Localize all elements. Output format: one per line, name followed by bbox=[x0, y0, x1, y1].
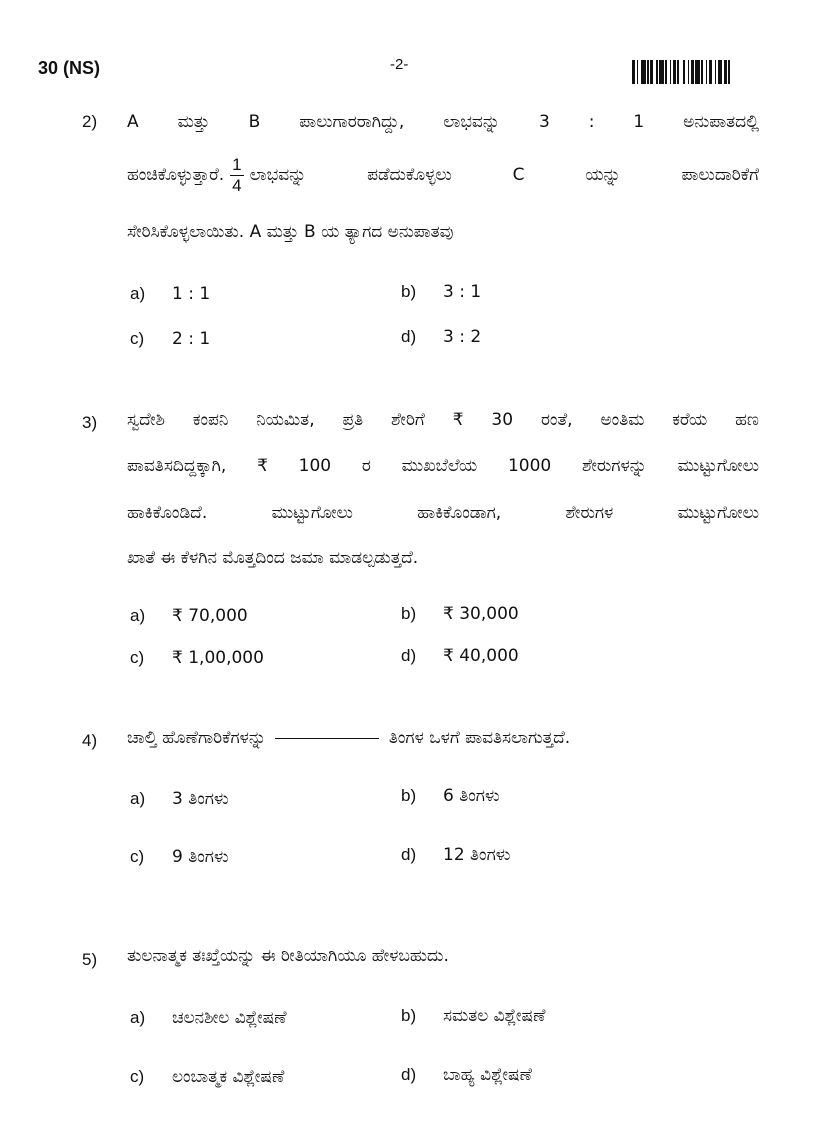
option-d[interactable] bbox=[401, 1065, 532, 1085]
option-label: a) bbox=[130, 284, 146, 303]
option-text: 6 ತಿಂಗಳು bbox=[443, 786, 500, 806]
option-label: d) bbox=[401, 845, 417, 864]
question-line-with-blank bbox=[127, 728, 759, 748]
option-label: a) bbox=[130, 606, 146, 625]
option-b[interactable] bbox=[401, 282, 481, 302]
option-text: 9 ತಿಂಗಳು bbox=[172, 847, 229, 867]
option-label: d) bbox=[401, 646, 417, 665]
option-b[interactable] bbox=[401, 786, 500, 806]
option-text: ಬಾಹ್ಯ ವಿಶ್ಲೇಷಣೆ bbox=[443, 1065, 532, 1085]
option-label: a) bbox=[130, 1008, 146, 1027]
option-text: 3 ತಿಂಗಳು bbox=[172, 789, 229, 809]
question-number: 2) bbox=[82, 112, 98, 131]
option-text: 3 : 2 bbox=[443, 327, 482, 347]
option-text: ₹ 1,00,000 bbox=[172, 648, 264, 668]
question-line: ಚಾಲ್ತಿ ಹೊಣೆಗಾರಿಕೆಗಳನ್ನು bbox=[127, 728, 267, 748]
fraction bbox=[230, 156, 243, 195]
option-c[interactable] bbox=[130, 847, 229, 867]
option-text: 2 : 1 bbox=[172, 329, 211, 349]
option-a[interactable] bbox=[130, 606, 248, 626]
question-number: 5) bbox=[82, 950, 98, 969]
option-label: b) bbox=[401, 604, 417, 623]
option-text: ಚಲನಶೀಲ ವಿಶ್ಲೇಷಣೆ bbox=[172, 1008, 287, 1028]
barcode-icon bbox=[632, 60, 756, 84]
question-line: ಖಾತೆ ಈ ಕೆಳಗಿನ ಮೊತ್ತದಿಂದ ಜಮಾ ಮಾಡಲ್ಪಡುತ್ತದೆ. bbox=[127, 548, 419, 568]
option-b[interactable] bbox=[401, 1006, 545, 1026]
option-label: a) bbox=[130, 789, 146, 808]
option-label: b) bbox=[401, 282, 417, 301]
option-label: b) bbox=[401, 786, 417, 805]
option-text: ₹ 30,000 bbox=[443, 604, 519, 624]
question-line: ತಿಂಗಳ ಒಳಗೆ ಪಾವತಿಸಲಾಗುತ್ತದೆ. bbox=[388, 728, 571, 748]
page-number: -2- bbox=[390, 56, 409, 73]
fraction-numerator: 1 bbox=[232, 155, 242, 174]
question-line: ಸೇರಿಸಿಕೊಳ್ಳಲಾಯಿತು. A ಮತ್ತು B ಯ ತ್ಯಾಗದ ಅನುಪಾತವು bbox=[127, 222, 454, 242]
option-text: 3 : 1 bbox=[443, 282, 482, 302]
paper-code: 30 (NS) bbox=[38, 58, 101, 78]
option-label: d) bbox=[401, 1065, 417, 1084]
question-line: ಪಾವತಿಸದಿದ್ದಕ್ಕಾಗಿ, ₹ 100 ರ ಮುಖಬೆಲೆಯ 1000 ಶೇರುಗಳನ್ನು ಮುಟ್ಟುಗೋಲು bbox=[127, 456, 759, 476]
option-text: 12 ತಿಂಗಳು bbox=[443, 845, 511, 865]
question-line-with-fraction bbox=[127, 156, 759, 195]
option-c[interactable] bbox=[130, 329, 210, 349]
option-label: c) bbox=[130, 847, 145, 866]
question-line: ಹಂಚಿಕೊಳ್ಳುತ್ತಾರೆ. bbox=[127, 165, 225, 186]
option-text: 1 : 1 bbox=[172, 284, 211, 304]
option-d[interactable] bbox=[401, 646, 519, 666]
option-text: ಲಂಬಾತ್ಮಕ ವಿಶ್ಲೇಷಣೆ bbox=[172, 1067, 285, 1087]
option-label: d) bbox=[401, 327, 417, 346]
option-label: c) bbox=[130, 648, 145, 667]
question-line: ತುಲನಾತ್ಮಕ ತಃಖ್ತೆಯನ್ನು ಈ ರೀತಿಯಾಗಿಯೂ ಹೇಳಬಹುದು. bbox=[127, 946, 449, 966]
answer-blank bbox=[275, 738, 379, 739]
option-c[interactable] bbox=[130, 648, 264, 668]
option-a[interactable] bbox=[130, 284, 210, 304]
option-text: ಸಮತಲ ವಿಶ್ಲೇಷಣೆ bbox=[443, 1006, 546, 1026]
option-a[interactable] bbox=[130, 1008, 287, 1028]
question-number: 3) bbox=[82, 413, 98, 432]
question-number: 4) bbox=[82, 731, 98, 750]
option-a[interactable] bbox=[130, 789, 229, 809]
question-line: ಲಾಭವನ್ನು ಪಡೆದುಕೊಳ್ಳಲು C ಯನ್ನು ಪಾಲುದಾರಿಕೆಗೆ bbox=[249, 165, 759, 186]
option-c[interactable] bbox=[130, 1067, 284, 1087]
option-b[interactable] bbox=[401, 604, 519, 624]
option-d[interactable] bbox=[401, 327, 481, 347]
option-label: c) bbox=[130, 329, 145, 348]
option-text: ₹ 40,000 bbox=[443, 646, 519, 666]
question-line: A ಮತ್ತು B ಪಾಲುಗಾರರಾಗಿದ್ದು, ಲಾಭವನ್ನು 3 : 1 ಅನುಪಾತದಲ್ಲಿ bbox=[127, 112, 759, 132]
option-label: c) bbox=[130, 1067, 145, 1086]
question-line: ಸ್ವದೇಶಿ ಕಂಪನಿ ನಿಯಮಿತ, ಪ್ರತಿ ಶೇರಿಗೆ ₹ 30 ರಂತೆ, ಅಂತಿಮ ಕರೆಯ ಹಣ bbox=[127, 410, 759, 430]
fraction-denominator: 4 bbox=[232, 175, 242, 195]
question-line: ಹಾಕಿಕೊಂಡಿದೆ. ಮುಟ್ಟುಗೋಲು ಹಾಕಿಕೊಂಡಾಗ, ಶೇರುಗಳ ಮುಟ್ಟುಗೋಲು bbox=[127, 503, 759, 523]
option-d[interactable] bbox=[401, 845, 510, 865]
option-text: ₹ 70,000 bbox=[172, 606, 248, 626]
option-label: b) bbox=[401, 1006, 417, 1025]
